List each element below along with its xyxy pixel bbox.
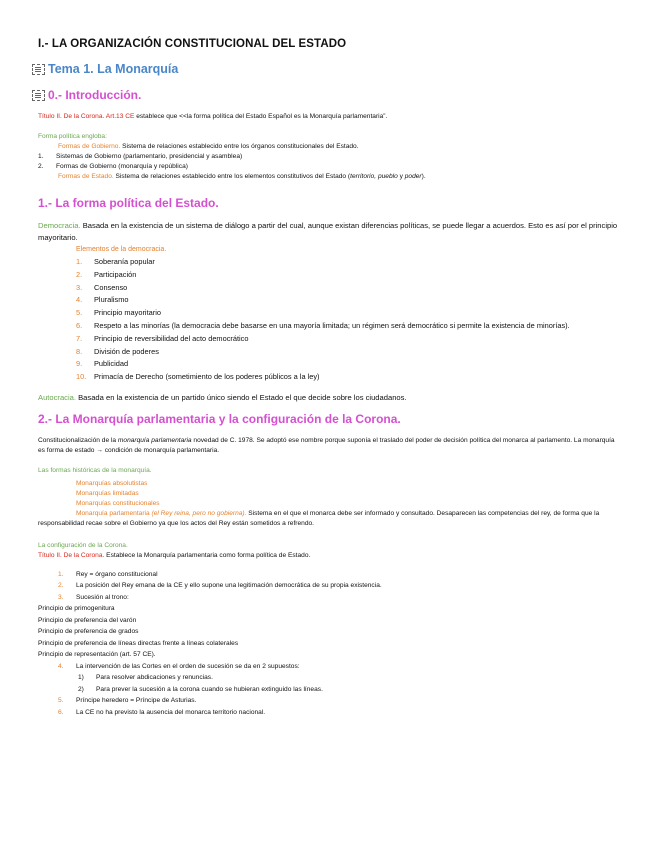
forma-politica-block — [38, 132, 618, 182]
configuracion-item — [38, 695, 618, 707]
supuesto-item — [38, 672, 618, 684]
elemento-text: Soberanía popular — [94, 257, 155, 266]
const-ital: monarquía parlamentaria — [117, 436, 192, 444]
gobierno-list — [38, 152, 618, 172]
elemento-text: Respeto a las minorías (la democracia debe basarse en una mayoría limitada; un régimen será democrático si permite la existencia de minorías). — [94, 320, 570, 330]
gobierno-label: Formas de Gobierno. — [58, 143, 121, 150]
forma-historica-item: Monarquías limitadas — [76, 489, 139, 497]
supuesto-number: 2) — [78, 685, 84, 693]
toc-icon[interactable] — [32, 90, 45, 101]
estado-label: Formas de Estado. — [58, 173, 114, 180]
estado-text: Sistema de relaciones establecido entre los elementos constitutivos del Estado ( — [113, 173, 351, 180]
forma-historica-item: Monarquías constitucionales — [76, 499, 160, 507]
elemento-number: 10. — [76, 372, 87, 382]
intro-text: establece que <<la forma política del Estado Español es la Monarquía parlamentaria”. — [134, 113, 388, 120]
elemento-item — [38, 256, 618, 269]
gobierno-list-number: 1. — [38, 153, 44, 160]
configuracion-ref-text: Establece la Monarquía parlamentaria como forma política de Estado. — [104, 551, 311, 559]
formas-historicas-list — [38, 479, 618, 509]
configuracion-item — [38, 592, 618, 604]
elemento-number: 5. — [76, 308, 83, 318]
configuracion-list-3 — [38, 695, 618, 718]
forma-politica-label: Forma política engloba: — [38, 133, 107, 140]
formas-historicas-block — [38, 466, 618, 529]
configuracion-number: 2. — [58, 582, 64, 590]
elemento-number: 7. — [76, 333, 83, 343]
parl-text: Sistema en el que el monarca debe ser informado y consultado. Desaparecen las competencias del rey, de forma que la responsabilidad recae sobre el Gobierno ya que los actos del Rey están sometidos a refrendo. — [38, 509, 600, 527]
elemento-item — [38, 333, 618, 346]
parl-ital: (el Rey reina, pero no gobierna). — [149, 509, 247, 517]
intro-title: 0.- Introducción. — [48, 88, 142, 102]
elemento-item — [38, 294, 618, 307]
estado-and: y — [397, 173, 405, 180]
configuracion-number: 1. — [58, 570, 64, 578]
elemento-item — [38, 371, 618, 384]
section-1-heading: 1.- La forma política del Estado. — [38, 196, 219, 210]
configuracion-item — [38, 707, 618, 719]
configuracion-block — [38, 541, 618, 719]
principio-item: Principio de preferencia de grados — [38, 628, 139, 636]
main-heading: I.- LA ORGANIZACIÓN CONSTITUCIONAL DEL ESTADO — [38, 38, 347, 50]
democracia-paragraph — [38, 220, 618, 244]
democracia-block — [38, 220, 618, 384]
configuracion-text: La intervención de las Cortes en el orden de sucesión se da en 2 supuestos: — [76, 662, 300, 670]
estado-line — [38, 172, 618, 182]
elemento-item — [38, 320, 618, 333]
elemento-number: 4. — [76, 295, 83, 305]
configuracion-ref-line — [38, 551, 618, 561]
principio-item: Principio de preferencia de líneas directas frente a líneas colaterales — [38, 639, 239, 647]
elemento-text: Participación — [94, 269, 137, 279]
configuracion-text: La CE no ha previsto la ausencia del monarca territorio nacional. — [76, 708, 266, 716]
elemento-number: 3. — [76, 282, 83, 292]
parl-label: Monarquía parlamentaria — [76, 509, 150, 517]
const-b: novedad de C. 1978. Se adoptó ese nombre porque suponía el traslado del poder de decisión política del monarca al parlamento. La monarquía es forma de estado → condición de monarquía parlamentaria. — [38, 436, 615, 454]
elemento-item — [38, 307, 618, 320]
elemento-number: 6. — [76, 320, 83, 330]
tema-heading — [32, 62, 618, 76]
toc-icon[interactable] — [32, 64, 45, 75]
intro-heading — [32, 88, 618, 102]
principios-list — [38, 603, 618, 661]
autocracia-label: Autocracia. — [38, 392, 76, 402]
principio-item: Principio de representación (art. 57 CE). — [38, 651, 156, 659]
configuracion-label: La configuración de la Corona. — [38, 541, 128, 549]
supuestos-list — [38, 672, 618, 695]
elemento-number: 2. — [76, 269, 83, 279]
intro-paragraph — [38, 112, 618, 122]
elemento-text: Consenso — [94, 282, 128, 292]
configuracion-item — [38, 580, 618, 592]
configuracion-text: La posición del Rey emana de la CE y ello supone una legitimación democrática de su propia existencia. — [76, 582, 382, 590]
democracia-label: Democracia. — [38, 221, 81, 230]
constitucionalizacion-paragraph — [38, 436, 618, 456]
formas-historicas-label: Las formas históricas de la monarquía. — [38, 466, 152, 474]
configuracion-text: Príncipe heredero = Príncipe de Asturias. — [76, 697, 197, 705]
elemento-item — [38, 282, 618, 295]
principio-item: Principio de primogenitura — [38, 605, 115, 613]
configuracion-item — [38, 661, 618, 673]
tema-title: Tema 1. La Monarquía — [48, 62, 179, 76]
monarquia-parlamentaria-paragraph — [38, 509, 618, 529]
configuracion-item — [38, 569, 618, 581]
elemento-item — [38, 358, 618, 371]
principio-item: Principio de preferencia del varón — [38, 616, 137, 624]
estado-end: ). — [421, 173, 426, 180]
gobierno-text: Sistema de relaciones establecido entre los órganos constitucionales del Estado. — [120, 143, 359, 150]
elemento-number: 1. — [76, 257, 83, 266]
configuracion-number: 5. — [58, 697, 64, 705]
supuesto-item — [38, 684, 618, 696]
elemento-text: Pluralismo — [94, 295, 129, 305]
gobierno-list-text: Formas de Gobierno (monarquía y república) — [56, 163, 188, 170]
gobierno-list-number: 2. — [38, 163, 44, 170]
configuracion-text: Rey = órgano constitucional — [76, 570, 158, 578]
estado-ital: territorio, pueblo — [350, 173, 398, 180]
document-page — [38, 38, 618, 718]
gobierno-list-item — [38, 162, 618, 172]
configuracion-list-2 — [38, 661, 618, 673]
gobierno-line — [38, 142, 618, 152]
supuesto-text: Para resolver abdicaciones y renuncias. — [96, 674, 213, 682]
configuracion-number: 4. — [58, 662, 64, 670]
configuracion-text: Sucesión al trono: — [76, 593, 129, 601]
elementos-label: Elementos de la democracia. — [76, 246, 167, 253]
section-2-heading: 2.- La Monarquía parlamentaria y la configuración de la Corona. — [38, 411, 401, 426]
configuracion-number: 3. — [58, 593, 64, 601]
elemento-text: Principio de reversibilidad del acto democrático — [94, 333, 249, 343]
elemento-text: Principio mayoritario — [94, 308, 161, 318]
intro-ref: Título II. De la Corona. Art.13 CE — [38, 113, 135, 120]
autocracia-text: Basada en la existencia de un partido único siendo el Estado el que decide sobre los ciudadanos. — [76, 392, 407, 402]
elementos-list — [38, 256, 618, 384]
democracia-text: Basada en la existencia de un sistema de diálogo a partir del cual, aunque existan diferencias políticas, se puede llegar a acuerdos. Esto es así por el principio mayoritario. — [38, 221, 618, 242]
estado-ital2: poder — [404, 173, 422, 180]
configuracion-ref: Título II. De la Corona. — [38, 551, 105, 559]
gobierno-list-item — [38, 152, 618, 162]
supuesto-number: 1) — [78, 674, 84, 682]
configuracion-list-1 — [38, 569, 618, 604]
autocracia-paragraph — [38, 392, 618, 404]
elemento-item — [38, 346, 618, 359]
elemento-text: Primacía de Derecho (sometimiento de los poderes públicos a la ley) — [94, 372, 320, 382]
const-a: Constitucionalización de la — [38, 436, 118, 444]
configuracion-number: 6. — [58, 708, 64, 716]
supuesto-text: Para prever la sucesión a la corona cuando se hubieran extinguido las líneas. — [96, 685, 323, 693]
elemento-number: 9. — [76, 359, 83, 369]
forma-historica-item: Monarquías absolutistas — [76, 479, 148, 487]
elemento-number: 8. — [76, 346, 83, 356]
elemento-text: División de poderes — [94, 346, 159, 356]
elemento-text: Publicidad — [94, 359, 129, 369]
gobierno-list-text: Sistemas de Gobierno (parlamentario, presidencial y asamblea) — [56, 153, 243, 160]
elemento-item — [38, 269, 618, 282]
